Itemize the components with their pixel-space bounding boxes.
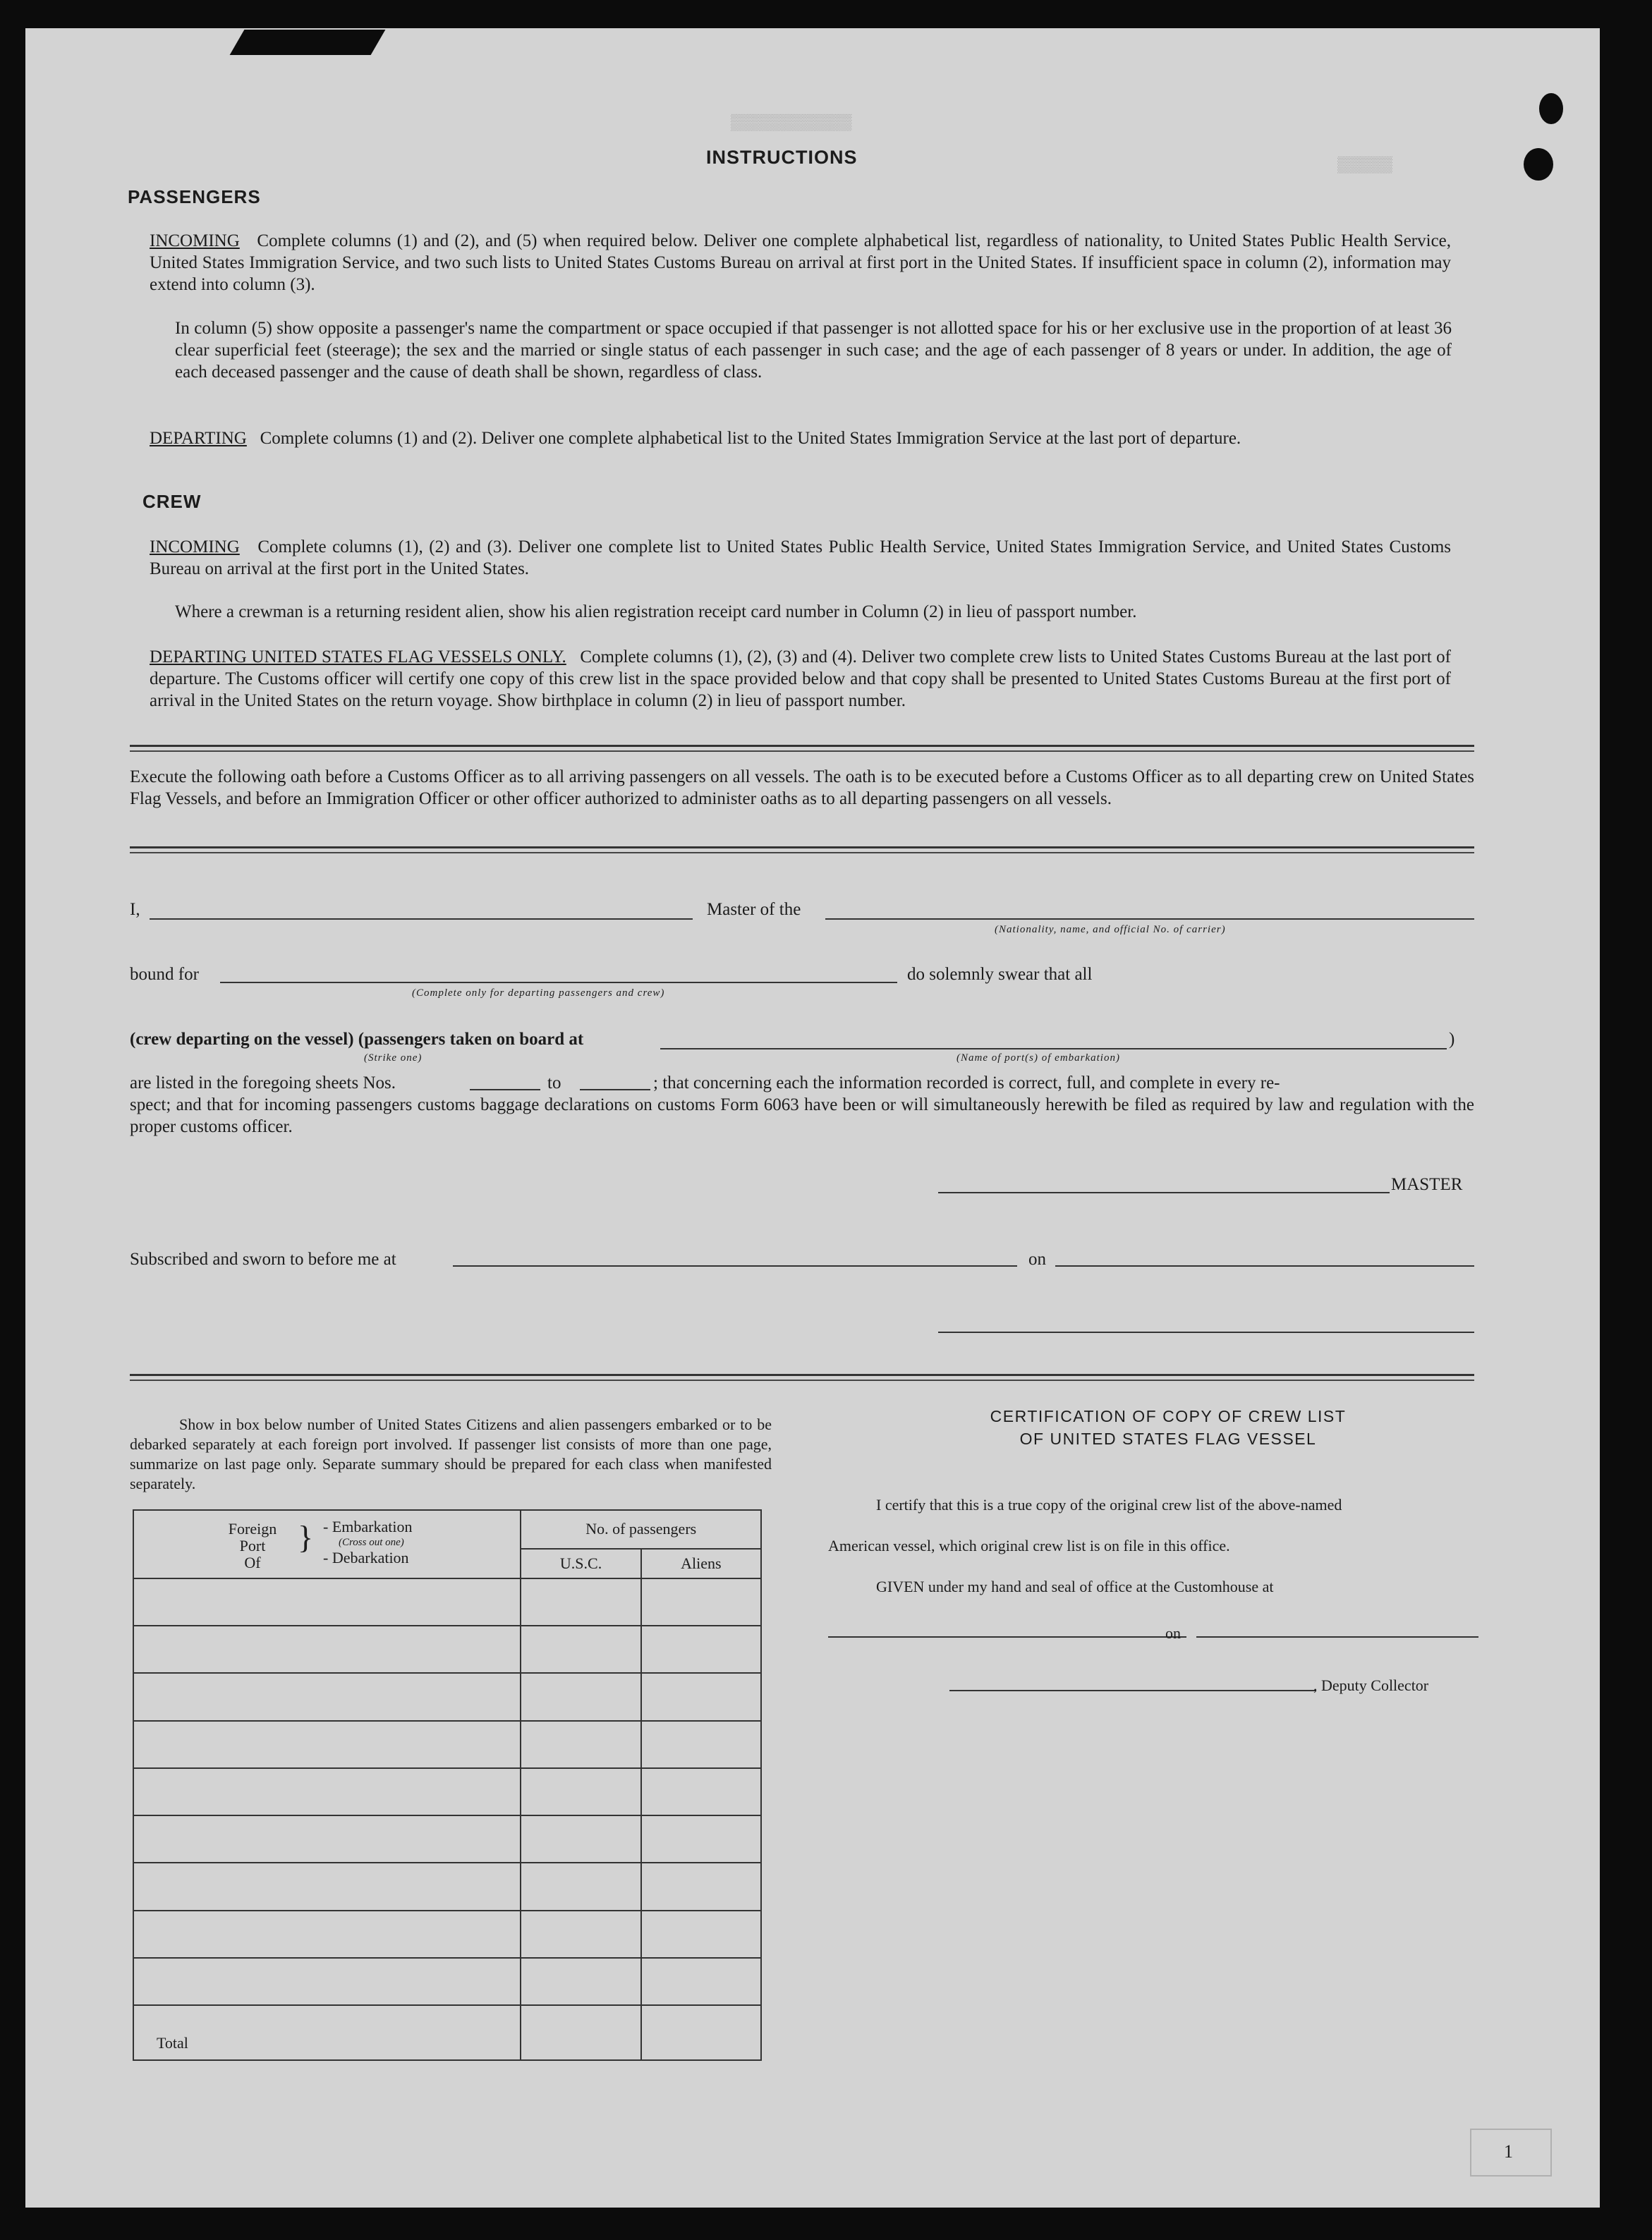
- master-of-label: Master of the: [707, 900, 801, 919]
- certification-title: [844, 1405, 1493, 1450]
- passengers-incoming-text: Complete columns (1) and (2), and (5) when required below. Deliver one complete alphabetical list, regardless of nationality, to United States Public Health Service, United States Immigration Service, and two such lists to United States Customs Bureau on arrival at first port in the United States. If insufficient space in column (2), information may extend into column (3).: [150, 231, 1452, 294]
- page-number-box: [1470, 2129, 1552, 2177]
- embarkation-port-field[interactable]: [660, 1048, 1447, 1049]
- master-signature-field[interactable]: [938, 1192, 1390, 1193]
- divider: [130, 745, 1474, 747]
- crew-departing-text: Complete columns (1), (2), (3) and (4). Deliver two complete crew lists to United States Customs Bureau at the last port of departure. The Customs officer will certify one copy of this crew list in the space provided below and that copy shall be presented to United States Customs Bureau at the first port of arrival in the United States on the return voyage. Show birthplace in column (2) in lieu of passport number.: [150, 647, 1452, 710]
- embarkation-caption: (Name of port(s) of embarkation): [956, 1052, 1120, 1064]
- crew-incoming-label: INCOMING: [150, 537, 240, 556]
- bound-for-label: bound for: [130, 965, 199, 984]
- usc-cell[interactable]: [521, 1578, 640, 1626]
- listed-to-label: to: [547, 1073, 561, 1092]
- sworn-on-label: on: [1028, 1250, 1046, 1269]
- passengers-departing-label: DEPARTING: [150, 429, 247, 448]
- carrier-field[interactable]: [825, 918, 1474, 920]
- debarkation-option[interactable]: - Debarkation: [323, 1549, 409, 1566]
- port-cell[interactable]: [133, 1911, 521, 1958]
- aliens-cell[interactable]: [641, 1673, 761, 1720]
- usc-total-cell[interactable]: [521, 2005, 640, 2060]
- carrier-caption: (Nationality, name, and official No. of carrier): [995, 924, 1226, 935]
- sheet-to-field[interactable]: [580, 1089, 650, 1090]
- crew-heading: CREW: [142, 491, 202, 512]
- usc-cell[interactable]: [521, 1768, 640, 1815]
- given-text: GIVEN under my hand and seal of office at the Customhouse at: [876, 1578, 1274, 1595]
- listed-continued: ; that concerning each the information recorded is correct, full, and complete in every re-: [653, 1073, 1280, 1092]
- usc-cell[interactable]: [521, 1721, 640, 1768]
- aliens-total-cell[interactable]: [641, 2005, 761, 2060]
- foreign-label: Foreign: [228, 1520, 277, 1538]
- crew-departing-label: DEPARTING UNITED STATES FLAG VESSELS ONLY.: [150, 647, 566, 666]
- divider: [130, 1374, 1474, 1376]
- certification-title-line2: OF UNITED STATES FLAG VESSEL: [1019, 1430, 1317, 1448]
- port-cell[interactable]: [133, 1626, 521, 1673]
- usc-cell[interactable]: [521, 1626, 640, 1673]
- swear-text: do solemnly swear that all: [907, 965, 1093, 984]
- passengers-departing-text: Complete columns (1) and (2). Deliver one complete alphabetical list to the United States Immigration Service at the last port of departure.: [260, 429, 1241, 448]
- crew-incoming-paragraph: [150, 536, 1451, 580]
- aliens-cell[interactable]: [641, 1863, 761, 1910]
- divider: [130, 852, 1474, 853]
- aliens-cell[interactable]: [641, 1626, 761, 1673]
- certification-title-line1: CERTIFICATION OF COPY OF CREW LIST: [990, 1407, 1347, 1425]
- port-cell[interactable]: [133, 1721, 521, 1768]
- form-page: [25, 28, 1600, 2208]
- embark-debark-options: [323, 1519, 412, 1566]
- usc-cell[interactable]: [521, 1958, 640, 2005]
- aliens-cell[interactable]: [641, 1911, 761, 1958]
- port-cell[interactable]: [133, 1815, 521, 1863]
- page-title: INSTRUCTIONS: [706, 147, 858, 168]
- port-cell[interactable]: [133, 1958, 521, 2005]
- crew-departing-paragraph: [150, 646, 1451, 712]
- column5-paragraph: [175, 317, 1452, 383]
- crew-departing-text: (crew departing on the vessel) (passengers taken on board at: [130, 1030, 584, 1049]
- port-cell[interactable]: [133, 1673, 521, 1720]
- of-label: Of: [244, 1554, 261, 1571]
- subscribed-label: Subscribed and sworn to before me at: [130, 1250, 396, 1269]
- strike-caption: (Strike one): [364, 1052, 423, 1064]
- embarkation-option[interactable]: - Embarkation: [323, 1518, 413, 1535]
- crew-resident-paragraph: [175, 601, 1452, 623]
- usc-cell[interactable]: [521, 1815, 640, 1863]
- aliens-cell[interactable]: [641, 1815, 761, 1863]
- sheet-from-field[interactable]: [470, 1089, 540, 1090]
- page-number: 1: [1504, 2141, 1513, 2162]
- aliens-cell[interactable]: [641, 1958, 761, 2005]
- close-paren: ): [1449, 1030, 1455, 1049]
- sworn-place-field[interactable]: [453, 1265, 1017, 1267]
- crew-incoming-text: Complete columns (1), (2) and (3). Deliver one complete list to United States Public Health Service, United States Immigration Service, and United States Customs Bureau on arrival at the first port in the United States.: [150, 537, 1452, 578]
- oath-intro: Execute the following oath before a Customs Officer as to all arriving passengers on all vessels. The oath is to be executed before a Customs Officer as to all departing crew on United States Flag Vessels, and before an Immigration Officer or other officer authorized to administer oaths as to all departing passengers on all vessels.: [130, 767, 1474, 808]
- aliens-cell[interactable]: [641, 1768, 761, 1815]
- sworn-date-field[interactable]: [1055, 1265, 1474, 1267]
- aliens-cell[interactable]: [641, 1578, 761, 1626]
- deputy-collector-label: , Deputy Collector: [1313, 1676, 1429, 1694]
- passengers-heading: PASSENGERS: [128, 186, 261, 207]
- certify-line2: American vessel, which original crew list is on file in this office.: [828, 1537, 1230, 1554]
- corner-tear: [230, 30, 386, 55]
- master-name-field[interactable]: [150, 918, 693, 920]
- foreign-port-of: [217, 1521, 288, 1571]
- port-label: Port: [239, 1537, 266, 1554]
- total-label: Total: [133, 2005, 521, 2060]
- certify-line1: I certify that this is a true copy of the original crew list of the above-named: [876, 1496, 1342, 1514]
- cross-out-caption: (Cross out one): [339, 1537, 404, 1548]
- listed-sheets-label: are listed in the foregoing sheets Nos.: [130, 1073, 396, 1092]
- passengers-departing-paragraph: [150, 427, 1451, 449]
- ink-blot: [1539, 93, 1563, 124]
- ink-blot: [1524, 148, 1553, 181]
- brace-glyph: }: [298, 1519, 314, 1555]
- column5-text: In column (5) show opposite a passenger's name the compartment or space occupied if that passenger is not allotted space for his or her exclusive use in the proportion of at least 36 clear superficial feet (steerage); the sex and the married or single status of each passenger in such case; and the age of each passenger of 8 years or under. In addition, the age of each deceased passenger and the cause of death shall be shown, regardless of class.: [175, 319, 1452, 382]
- officer-signature-field[interactable]: [938, 1332, 1474, 1333]
- passenger-summary-table: [133, 1509, 762, 2061]
- crew-resident-text: Where a crewman is a returning resident alien, show his alien registration receipt card number in Column (2) in lieu of passport number.: [175, 602, 1137, 621]
- bleed-through-text: ▒▒▒▒▒▒▒▒▒▒▒: [731, 113, 852, 130]
- oath-i-label: I,: [130, 900, 140, 919]
- divider: [130, 750, 1474, 752]
- usc-cell[interactable]: [521, 1911, 640, 1958]
- bleed-through-text: ▒▒▒▒▒: [1337, 155, 1392, 173]
- summary-instructions: Show in box below number of United States Citizens and alien passengers embarked or to be debarked separately at each foreign port involved. If passenger list consists of more than one page, summarize on last page only. Separate summary should be prepared for each class when manifested separately.: [130, 1416, 772, 1492]
- port-cell[interactable]: [133, 1768, 521, 1815]
- aliens-header: Aliens: [641, 1549, 761, 1578]
- divider: [130, 846, 1474, 848]
- port-cell[interactable]: [133, 1863, 521, 1910]
- bound-for-caption: (Complete only for departing passengers and crew): [412, 987, 665, 999]
- bound-for-field[interactable]: [220, 982, 897, 983]
- certification-on-label: on: [1165, 1624, 1181, 1642]
- no-passengers-header: No. of passengers: [521, 1510, 761, 1549]
- master-label: MASTER: [1391, 1175, 1463, 1194]
- divider: [130, 1380, 1474, 1381]
- aliens-cell[interactable]: [641, 1721, 761, 1768]
- customhouse-field[interactable]: [828, 1636, 1186, 1638]
- usc-cell[interactable]: [521, 1673, 640, 1720]
- certification-date-field[interactable]: [1196, 1636, 1478, 1638]
- deputy-signature-field[interactable]: [949, 1690, 1316, 1691]
- listed-remainder: spect; and that for incoming passengers customs baggage declarations on customs Form 6063 have been or will simultaneously herewith be filed as required by law and regulation with the proper customs officer.: [130, 1095, 1474, 1136]
- port-cell[interactable]: [133, 1578, 521, 1626]
- usc-cell[interactable]: [521, 1863, 640, 1910]
- usc-header: U.S.C.: [521, 1549, 640, 1578]
- passengers-incoming-label: INCOMING: [150, 231, 240, 250]
- passengers-incoming-paragraph: [150, 230, 1451, 296]
- port-header-cell: [133, 1510, 521, 1578]
